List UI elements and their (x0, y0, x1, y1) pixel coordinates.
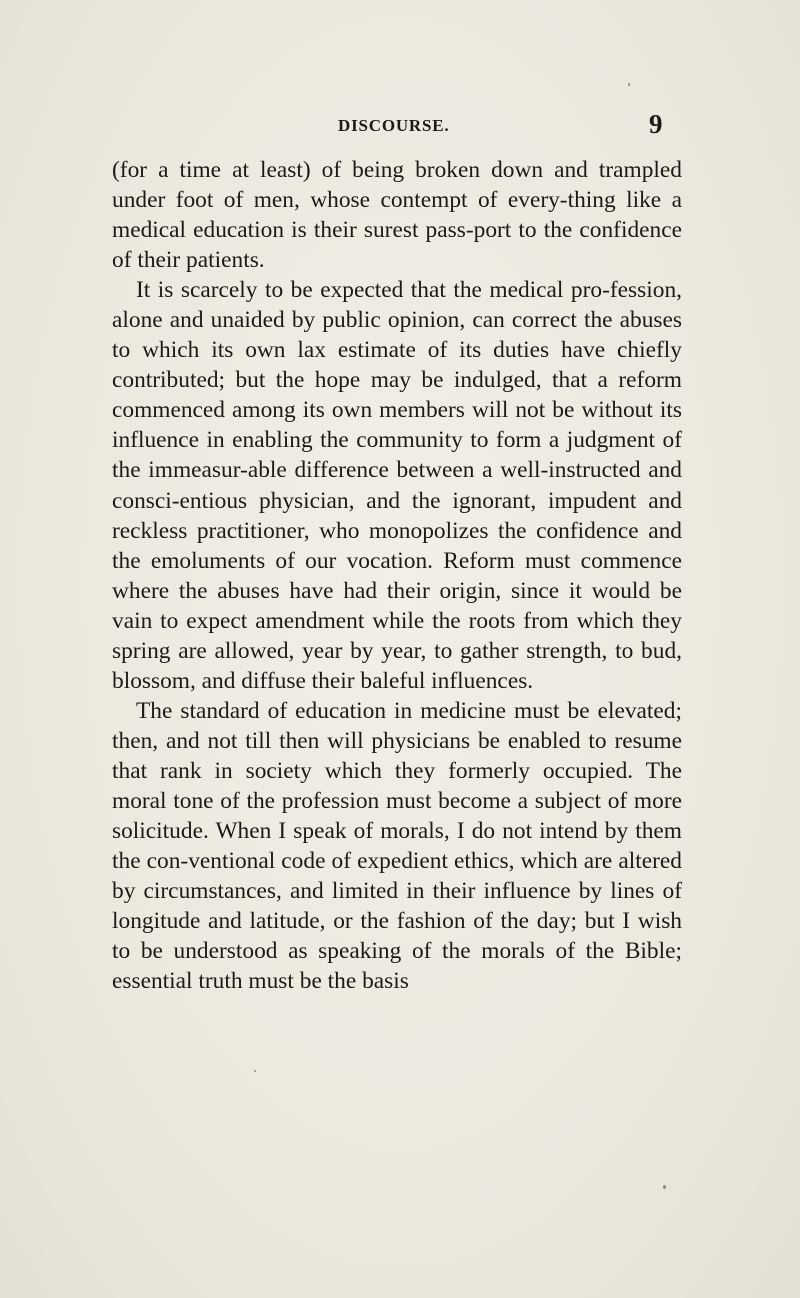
page-number: 9 (649, 109, 663, 139)
paper-speck (628, 83, 630, 86)
paragraph: It is scarcely to be expected that the medical pro-fession, alone and unaided by public opinion, can correct the abuses to which its own lax estimate of its duties have chiefly contributed; but the hope may be indulged, that a reform commenced among its own members will not be without its influence in enabling the community to form a judgment of the immeasur-able difference between a well-instructed and consci-entious physician, and the ignorant, impudent and reckless practitioner, who monopolizes the confidence and the emoluments of our vocation. Reform must commence where the abuses have had their origin, since it would be vain to expect amendment while the roots from which they spring are allowed, year by year, to gather strength, to bud, blossom, and diffuse their baleful influences. (112, 277, 682, 694)
body-text (112, 155, 682, 996)
running-head (0, 109, 800, 142)
running-title: DISCOURSE. (338, 116, 450, 135)
paragraph: The standard of education in medicine must be elevated; then, and not till then will physicians be enabled to resume that rank in society which they formerly occupied. The moral tone of the profession must become a subject of more solicitude. When I speak of morals, I do not intend by them the con-ventional code of expedient ethics, which are altered by circumstances, and limited in their influence by lines of longitude and latitude, or the fashion of the day; but I wish to be understood as speaking of the morals of the Bible; essential truth must be the basis (112, 697, 682, 995)
paper-speck (663, 1185, 666, 1189)
paragraph-continued: (for a time at least) of being broken down and trampled under foot of men, whose contempt of every-thing like a medical education is their surest pass-port to the confidence of their patients. (112, 157, 682, 274)
paper-speck (254, 1070, 256, 1072)
